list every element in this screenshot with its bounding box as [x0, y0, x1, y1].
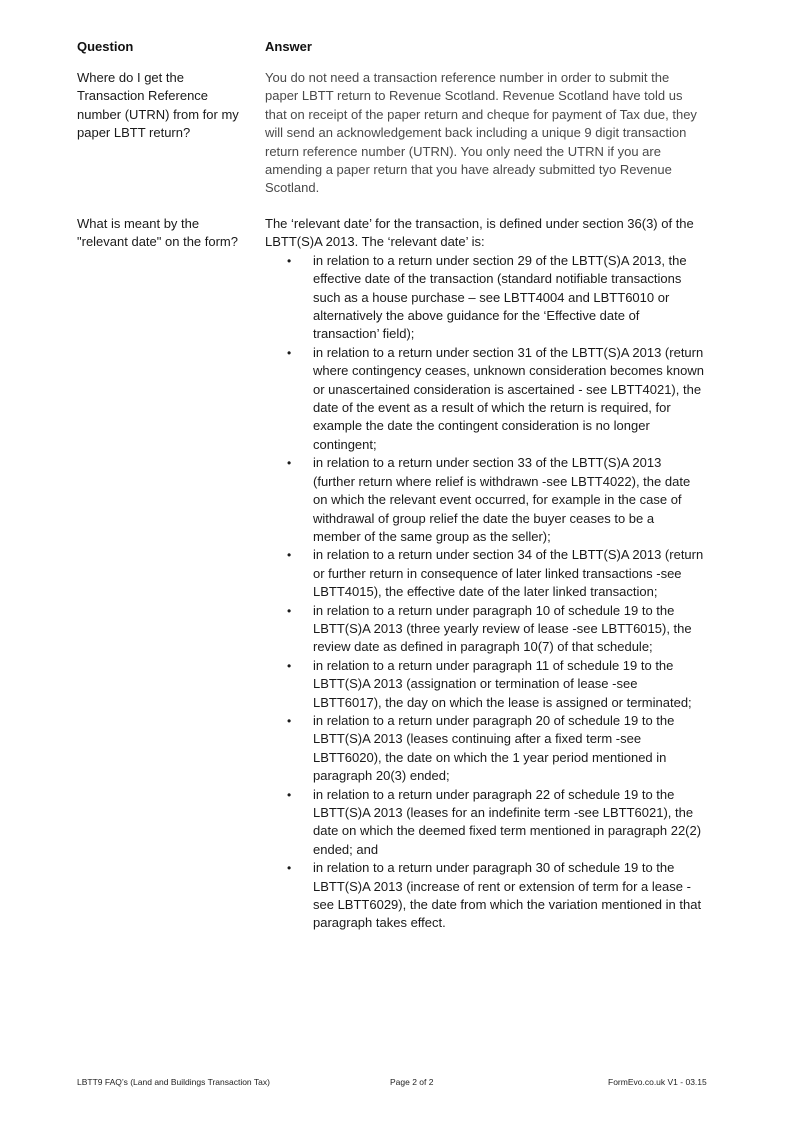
bullet-icon: • [287, 345, 292, 360]
relevant-date-bullet-list [265, 252, 705, 933]
list-item-text: in relation to a return under paragraph 20 of schedule 19 to the LBTT(S)A 2013 (leases continuing after a fixed term -see LBTT6020), the date on which the 1 year period mentioned in paragraph 20(3) ended; [313, 712, 675, 784]
list-item-text: in relation to a return under paragraph 10 of schedule 19 to the LBTT(S)A 2013 (three yearly review of lease -see LBTT6015), the review date as defined in paragraph 10(7) of that schedule; [313, 602, 692, 655]
list-item-text: in relation to a return under section 29 of the LBTT(S)A 2013, the effective date of the transaction (standard notifiable transactions such as a house purchase – see LBTT4004 and LBTT6010 or alternatively the above guidance for the ‘Effective date of transaction’ field); [313, 252, 687, 342]
list-item [265, 786, 705, 860]
bullet-icon: • [287, 456, 292, 471]
list-item-text: in relation to a return under section 33 of the LBTT(S)A 2013 (further return where relief is withdrawn -see LBTT4022), the date on which the relevant event occurred, for example in the case of withdrawal of group relief the date the buyer ceases to be a member of the same group as the seller); [313, 455, 691, 544]
footer-version: FormEvo.co.uk V1 - 03.15 [608, 1077, 707, 1087]
list-item [265, 657, 705, 712]
list-item [265, 344, 705, 454]
faq-question-utrn: Where do I get the Transaction Reference number (UTRN) from for my paper LBTT return? [77, 70, 239, 141]
faq-answer-relevant-date [265, 215, 705, 933]
list-item [265, 712, 705, 786]
list-item [265, 454, 705, 546]
bullet-icon: • [287, 787, 292, 802]
answer-column-header: Answer [265, 39, 312, 54]
footer-page-number: Page 2 of 2 [390, 1077, 434, 1087]
faq-answer-utrn: You do not need a transaction reference number in order to submit the paper LBTT return to Revenue Scotland. Revenue Scotland have told us that on receipt of the paper return and cheque for payment of Tax due, they will send an acknowledgement back including a unique 9 digit transaction return reference number (UTRN). You only need the UTRN if you are amending a paper return that you have already submitted tyo Revenue Scotland. [265, 70, 697, 196]
footer-document-title: LBTT9 FAQ’s (Land and Buildings Transaction Tax) [77, 1077, 270, 1087]
bullet-icon: • [287, 603, 292, 618]
relevant-date-intro: The ‘relevant date’ for the transaction, is defined under section 36(3) of the LBTT(S)A 2013. The ‘relevant date’ is: [265, 216, 694, 250]
list-item [265, 859, 705, 933]
list-item [265, 602, 705, 657]
bullet-icon: • [287, 253, 292, 268]
list-item-text: in relation to a return under section 34 of the LBTT(S)A 2013 (return or further return in consequence of later linked transactions -see LBTT4015), the effective date of the later linked transaction; [313, 547, 704, 600]
list-item [265, 252, 705, 344]
list-item-text: in relation to a return under paragraph 30 of schedule 19 to the LBTT(S)A 2013 (increase of rent or extension of term for a lease -see LBTT6029), the date from which the variation mentioned in that paragraph takes effect. [313, 860, 702, 931]
bullet-icon: • [287, 861, 292, 876]
question-column-header: Question [77, 39, 134, 54]
bullet-icon: • [287, 713, 292, 728]
list-item [265, 546, 705, 601]
list-item-text: in relation to a return under paragraph 11 of schedule 19 to the LBTT(S)A 2013 (assignation or termination of lease -see LBTT6017), the day on which the lease is assigned or terminated; [313, 657, 692, 710]
bullet-icon: • [287, 658, 292, 673]
bullet-icon: • [287, 548, 292, 563]
faq-question-relevant-date: What is meant by the "relevant date" on the form? [77, 216, 238, 250]
list-item-text: in relation to a return under section 31 of the LBTT(S)A 2013 (return where contingency ceases, unknown consideration becomes known or unascertained consideration is ascertained - see LBTT4021), the date of the event as a result of which the return is required, for example the date the contingent consideration is no longer contingent; [313, 344, 704, 452]
list-item-text: in relation to a return under paragraph 22 of schedule 19 to the LBTT(S)A 2013 (leases for an indefinite term -see LBTT6021), the date on which the deemed fixed term mentioned in paragraph 22(2) ended; and [313, 786, 702, 857]
